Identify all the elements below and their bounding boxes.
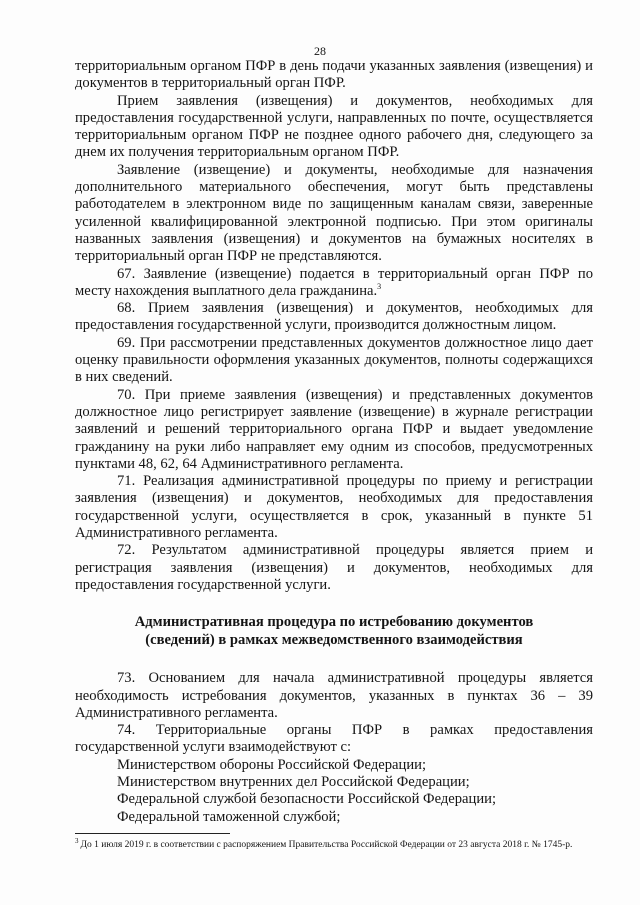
paragraph-68: 68. Прием заявления (извещения) и документов, необходимых для предоставления государственной услуги, производится должностным лицом. xyxy=(75,300,593,334)
list-item-ministry-interior: Министерством внутренних дел Российской Федерации; xyxy=(117,773,470,790)
paragraph-71: 71. Реализация административной процедуры по приему и регистрации заявления (извещения) и документов, необходимых для предоставления государственной услуги, осуществляется в срок, указанный в пункте 51 Административного регламента. xyxy=(75,473,593,542)
paragraph-mail-reception: Прием заявления (извещения) и документов, необходимых для предоставления государственной услуги, направленных по почте, осуществляется территориальным органом ПФР не позднее одного рабочего дня, следующего за днем их получения территориальным органом ПФР. xyxy=(75,92,593,161)
footnote-divider xyxy=(75,833,230,834)
section-heading xyxy=(75,614,593,649)
paragraph-70: 70. При приеме заявления (извещения) и представленных документов должностное лицо регистрирует заявление (извещение) в журнале регистрации заявлений и решений территориального органа ПФР и выдает уведомление гражданину на руки либо направляет ему одним из способов, предусмотренных пунктами 48, 62, 64 Административного регламента. xyxy=(75,386,593,472)
paragraph-69: 69. При рассмотрении представленных документов должностное лицо дает оценку правильности оформления указанных документов, полноты содержащихся в них сведений. xyxy=(75,334,593,386)
document-body xyxy=(75,58,593,826)
paragraph-electronic-submission: Заявление (извещение) и документы, необходимые для назначения дополнительного материального обеспечения, могут быть представлены работодателем в электронном виде по защищенным каналам связи, заверенные усиленной квалифицированной электронной подписью. При этом оригиналы названных заявления (извещения) и документов на бумажных носителях в территориальный орган ПФР не представляются. xyxy=(75,161,593,265)
list-item-ministry-defense: Министерством обороны Российской Федерации; xyxy=(117,756,427,773)
list-item-security-service: Федеральной службой безопасности Российской Федерации; xyxy=(117,791,497,808)
paragraph-67 xyxy=(75,266,593,301)
footnote-mark: 3 xyxy=(75,836,79,845)
paragraph-continuation: территориальным органом ПФР в день подачи указанных заявления (извещения) и документов в территориальный орган ПФР. xyxy=(75,58,593,92)
footnote-text: До 1 июля 2019 г. в соответствии с распоряжением Правительства Российской Федерации от 23 августа 2018 г. № 1745-р. xyxy=(80,840,573,850)
footnote xyxy=(75,836,605,851)
paragraph-74: 74. Территориальные органы ПФР в рамках предоставления государственной услуги взаимодействуют с: xyxy=(75,722,593,756)
footnote-reference: 3 xyxy=(377,282,382,291)
section-heading-line-2: (сведений) в рамках межведомственного взаимодействия xyxy=(145,631,523,648)
paragraph-72: 72. Результатом административной процедуры является прием и регистрация заявления (извещения) и документов, необходимых для предоставления государственной услуги. xyxy=(75,542,593,593)
paragraph-67-text: 67. Заявление (извещение) подается в территориальный орган ПФР по месту нахождения выплатного дела гражданина. xyxy=(75,265,593,299)
paragraph-73: 73. Основанием для начала административной процедуры является необходимость истребования документов, указанных в пунктах 36 – 39 Административного регламента. xyxy=(75,670,593,721)
section-heading-line-1: Административная процедура по истребованию документов xyxy=(134,614,534,631)
page-number: 28 xyxy=(314,44,326,58)
list-item-customs-service: Федеральной таможенной службой; xyxy=(117,808,341,825)
